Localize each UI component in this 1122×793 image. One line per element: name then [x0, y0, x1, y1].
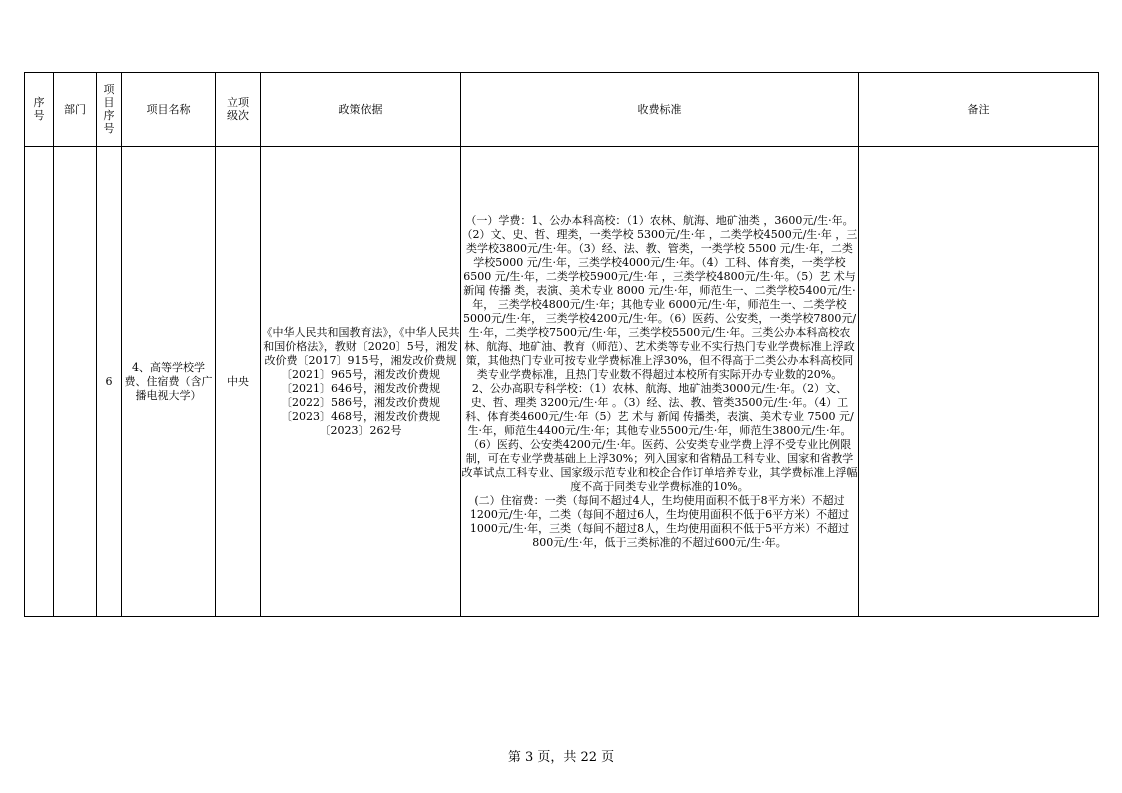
cell-fee-standard: （一）学费：1、公办本科高校：（1）农林、航海、地矿油类 ，3600元/生·年。（2）文、史、哲、理类，一类学校 5300元/生·年 ，二类学校4500元/生·年 ，三类学校3800元/生·年。（3）经、法、教、管类，一类学校 5500 元/生·年，二类学校5000 元/生·年，三类学校4000元/生·年。（4）工科、体育类，一类学校 6500 元/生·年，二类学校5900元/生·年 ，三类学校4800元/生·年。（5）艺 术与 新闻 传播 类，表演、美术专业 8000 元/生·年，师范生一、二类学校5400元/生·年， 三类学校4800元/生·年；其他专业 6000元/生·年，师范生一、二类学校5000元/生·年， 三类学校4200元/生·年。（6）医药、公安类，一类学校7800元/生·年，二类学校7500元/生·年，三类学校5500元/生·年。三类公办本科高校农林、航海、地矿油、教育（师范）、艺术类等专业不实行热门专业学费标准上浮政策，其他热门专业可按专业学费标准上浮30%，但不得高于二类公办本科高校同类专业学费标准，且热门专业数不得超过本校所有实际开办专业数的20%。 2、公办高职专科学校：（1）农林、航海、地矿油类3000元/生·年。（2）文、史、哲、理类 3200元/生·年 。（3）经、法、教、管类3500元/生·年。（4）工科、体育类4600元/生·年（5）艺 术与 新闻 传播类，表演、美术专业 7500 元/生·年，师范生4400元/生·年；其他专业5500元/生·年，师范生3800元/生·年。（6）医药、公安类4200元/生·年。医药、公安类专业学费上浮不受专业比例限制，可在专业学费基础上上浮30%；列入国家和省精品工科专业、国家和省教学改革试点工科专业、国家级示范专业和校企合作订单培养专业，其学费标准上浮幅度不高于同类专业学费标准的10%。 (二）住宿费：一类（每间不超过4人，生均使用面积不低于8平方米）不超过1200元/生·年，二类（每间不超过6人，生均使用面积不低于6平方米）不超过1000元/生·年，三类（每间不超过8人，生均使用面积不低于5平方米）不超过800元/生·年，低于三类标准的不超过600元/生·年。: [461, 147, 859, 617]
cell-seq: [25, 147, 54, 617]
cell-level: 中央: [216, 147, 261, 617]
fee-table: [24, 72, 1099, 617]
table-row: [25, 147, 1099, 617]
cell-policy: 《中华人民共和国教育法》，《中华人民共和国价格法》，教财〔2020〕5号，湘发改价费〔2017〕915号，湘发改价费规〔2021〕965号，湘发改价费规〔2021〕646号，湘发改价费规〔2022〕586号，湘发改价费规〔2023〕468号，湘发改价费规〔2023〕262号: [261, 147, 461, 617]
header-level: 立项级次: [216, 73, 261, 147]
cell-item-seq: 6: [97, 147, 122, 617]
page-number: 第 3 页，共 22 页: [507, 750, 615, 765]
cell-dept: [54, 147, 97, 617]
header-item-name: 项目名称: [122, 73, 216, 147]
header-item-seq: 项目序号: [97, 73, 122, 147]
header-row: [25, 73, 1099, 147]
cell-item-name: 4、高等学校学费、住宿费（含广播电视大学）: [122, 147, 216, 617]
header-remark: 备注: [859, 73, 1099, 147]
cell-remark: [859, 147, 1099, 617]
header-seq: 序号: [25, 73, 54, 147]
header-policy: 政策依据: [261, 73, 461, 147]
header-fee-standard: 收费标准: [461, 73, 859, 147]
header-dept: 部门: [54, 73, 97, 147]
